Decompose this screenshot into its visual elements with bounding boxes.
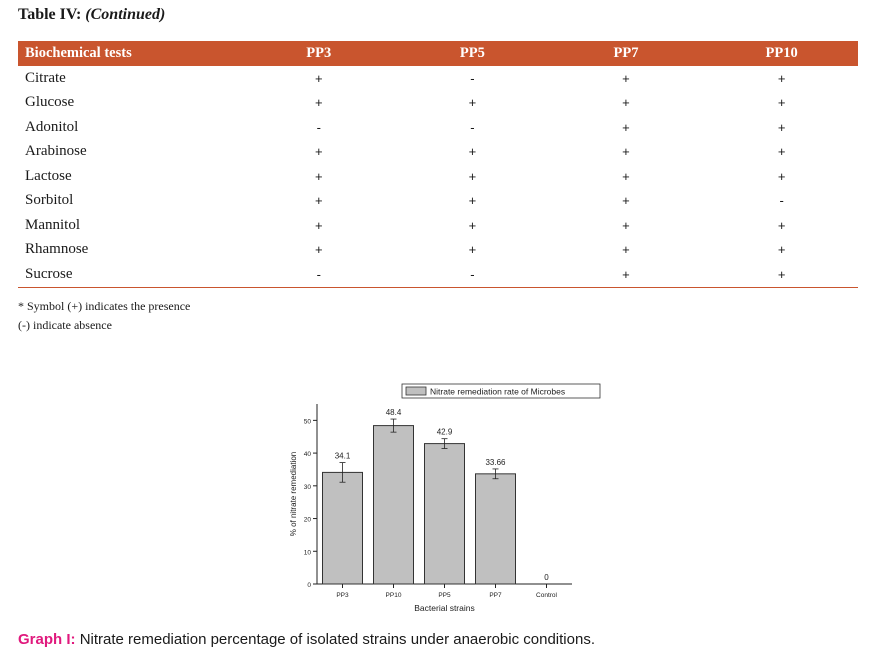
y-tick-label: 20 [303, 516, 311, 524]
cell-result: + [314, 168, 323, 184]
note-absence: (-) indicate absence [18, 318, 112, 332]
row-test-name: Glucose [25, 94, 75, 111]
cell-result: + [777, 95, 786, 111]
cell-result: + [777, 144, 786, 160]
cell-result: + [622, 266, 630, 282]
table-header-row [18, 41, 858, 66]
cell-result: + [468, 193, 477, 209]
row-test-name: Mannitol [25, 216, 80, 233]
table-row [18, 91, 858, 116]
cell-result: - [779, 193, 784, 209]
row-test-name: Lactose [25, 167, 72, 184]
header-pp5: PP5 [398, 41, 547, 66]
cell-result: + [777, 168, 786, 184]
cell-result: + [314, 217, 323, 233]
note-presence: * Symbol (+) indicates the presence [18, 299, 191, 313]
table-row [18, 262, 858, 287]
legend-swatch [406, 387, 426, 395]
table-row [18, 164, 858, 189]
table-row [18, 238, 858, 263]
caption-label: Graph I: [18, 631, 76, 648]
cell-result: + [314, 70, 323, 86]
row-test-name: Arabinose [25, 143, 87, 160]
data-label: 34.1 [334, 451, 351, 461]
row-test-name: Adonitol [25, 118, 79, 135]
table-title-suffix: (Continued) [85, 6, 166, 23]
cell-result: + [468, 95, 477, 111]
bar [323, 472, 363, 584]
data-label: 0 [544, 573, 549, 582]
cell-result: + [468, 168, 477, 184]
cell-result: - [470, 119, 475, 135]
cell-result: + [468, 144, 477, 160]
y-axis-label: % of nitrate remediation [289, 451, 298, 537]
table-title-label: Table IV: [18, 6, 82, 23]
table-row [18, 66, 858, 91]
cell-result: + [777, 119, 786, 135]
table-row [18, 189, 858, 214]
y-tick-label: 10 [303, 549, 311, 557]
cell-result: + [622, 168, 630, 184]
table-row [18, 140, 858, 165]
data-label: 33.66 [485, 457, 506, 467]
cell-result: + [622, 193, 630, 209]
y-tick-label: 30 [303, 483, 311, 491]
cell-result: + [314, 193, 323, 209]
header-pp10: PP10 [705, 41, 858, 66]
x-tick-label: PP3 [336, 592, 349, 599]
x-tick-label: Control [536, 592, 557, 599]
header-pp7: PP7 [547, 41, 706, 66]
y-tick-label: 50 [303, 418, 311, 426]
cell-result: + [622, 70, 630, 86]
data-label: 48.4 [385, 408, 402, 418]
cell-result: + [314, 242, 323, 258]
header-biochemical-tests: Biochemical tests [18, 41, 240, 66]
cell-result: + [622, 144, 630, 160]
cell-result: + [777, 266, 786, 282]
y-tick-label: 40 [303, 451, 311, 459]
cell-result: + [777, 217, 786, 233]
cell-result: + [777, 70, 786, 86]
row-test-name: Sucrose [25, 265, 73, 282]
cell-result: - [470, 266, 475, 282]
header-pp3: PP3 [240, 41, 399, 66]
cell-result: + [314, 144, 323, 160]
bar [374, 426, 414, 584]
row-test-name: Citrate [25, 69, 66, 86]
cell-result: + [622, 242, 630, 258]
table-row [18, 213, 858, 238]
bar [425, 444, 465, 584]
bar [476, 474, 516, 584]
row-test-name: Rhamnose [25, 241, 89, 258]
graph-caption [18, 631, 595, 648]
table-title [18, 6, 165, 24]
data-label: 42.9 [436, 427, 453, 437]
cell-result: - [316, 266, 321, 282]
table-row [18, 115, 858, 140]
x-axis-label: Bacterial strains [414, 603, 475, 613]
bar-chart [280, 380, 620, 620]
cell-result: - [470, 70, 475, 86]
cell-result: + [777, 242, 786, 258]
cell-result: + [468, 217, 477, 233]
x-tick-label: PP5 [438, 592, 451, 599]
caption-text: Nitrate remediation percentage of isolated strains under anaerobic conditions. [79, 631, 595, 648]
cell-result: + [622, 217, 630, 233]
cell-result: + [314, 95, 323, 111]
row-test-name: Sorbitol [25, 192, 74, 209]
cell-result: - [316, 119, 321, 135]
cell-result: + [622, 119, 630, 135]
cell-result: + [468, 242, 477, 258]
y-tick-label: 0 [307, 582, 311, 589]
x-tick-label: PP10 [385, 592, 402, 599]
cell-result: + [622, 95, 630, 111]
x-tick-label: PP7 [489, 592, 502, 599]
biochemical-table [18, 41, 858, 288]
legend-label: Nitrate remediation rate of Microbes [430, 386, 566, 397]
